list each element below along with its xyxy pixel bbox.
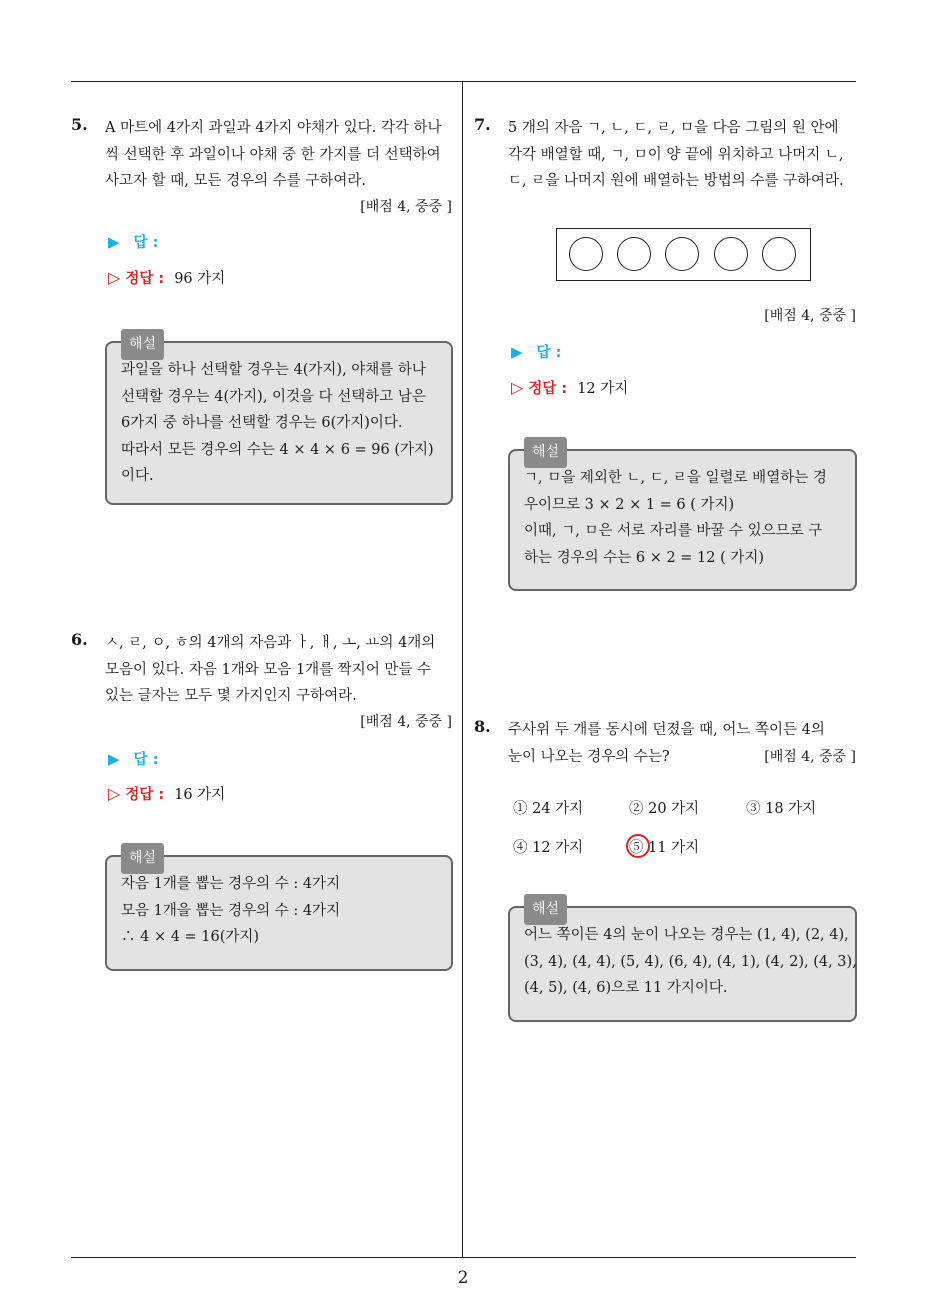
solution-box — [105, 336, 453, 505]
option-3[interactable]: ③ 18 가지 — [746, 801, 817, 817]
diagram-circle — [617, 237, 651, 271]
problem-line: 사고자 할 때, 모든 경우의 수를 구하여라. — [105, 173, 366, 189]
page-number: 2 — [457, 1268, 469, 1288]
solution-line: 이다. — [121, 468, 154, 484]
problem-line: A 마트에 4가지 과일과 4가지 야채가 있다. 각각 하나 — [105, 120, 442, 136]
problem-text — [508, 115, 860, 195]
problem-line: 5 개의 자음 ㄱ, ㄴ, ㄷ, ㄹ, ㅁ을 다음 그림의 원 안에 — [508, 120, 839, 136]
correct-label: 정답 : — [125, 787, 165, 803]
circle-diagram — [556, 228, 811, 281]
solution-tag: 해설 — [524, 894, 567, 925]
problem-line: 모음이 있다. 자음 1개와 모음 1개를 짝지어 만들 수 — [105, 661, 432, 678]
answer-row — [511, 341, 561, 362]
diagram-circle — [665, 237, 699, 271]
solution-tag: 해설 — [121, 843, 164, 874]
score-label: [배점 4, 중중 ] — [764, 749, 856, 765]
solution-box — [105, 850, 453, 971]
correct-answer-row — [511, 377, 628, 398]
diagram-circle — [569, 237, 603, 271]
triangle-icon: ▷ — [511, 378, 524, 397]
problem-6 — [71, 630, 456, 734]
problem-line: ㅅ, ㄹ, ㅇ, ㅎ의 4개의 자음과 ㅏ, ㅐ, ㅗ, ㅛ의 4개의 — [105, 635, 436, 651]
problem-number: 7. — [474, 115, 491, 134]
problem-line: 씩 선택한 후 과일이나 야채 중 한 가지를 더 선택하여 — [105, 146, 441, 163]
score-label: [배점 4, 중중 ] — [360, 713, 452, 730]
option-2[interactable]: ② 20 가지 — [629, 801, 700, 817]
solution-line: 모음 1개을 뽑는 경우의 수 : 4가지 — [121, 902, 341, 919]
answer-row — [108, 231, 158, 252]
solution-line: 따라서 모든 경우의 수는 4 × 4 × 6 = 96 (가지) — [121, 441, 434, 458]
option-5[interactable]: ⑤ 11 가지 — [629, 840, 700, 856]
solution-tag: 해설 — [524, 437, 567, 468]
top-rule — [71, 81, 856, 82]
correct-answer-value: 96 가지 — [174, 271, 226, 287]
score-label: [배점 4, 중중 ] — [360, 198, 452, 215]
solution-line: 어느 쪽이든 4의 눈이 나오는 경우는 (1, 4), (2, 4), — [524, 927, 849, 943]
solution-line: 6가지 중 하나를 선택할 경우는 6(가지)이다. — [121, 415, 403, 431]
solution-line: ∴ 4 × 4 = 16(가지) — [121, 929, 260, 945]
play-arrow-icon: ▶ — [108, 749, 120, 768]
solution-line: (3, 4), (4, 4), (5, 4), (6, 4), (4, 1), (4, 2), (4, 3), — [524, 953, 857, 970]
column-divider — [462, 81, 463, 1258]
solution-line: 자음 1개를 뽑는 경우의 수 : 4가지 — [121, 876, 341, 892]
answer-label: 답 : — [133, 752, 159, 768]
solution-line: 선택할 경우는 4(가지), 이것을 다 선택하고 남은 — [121, 388, 426, 405]
correct-label: 정답 : — [125, 271, 165, 287]
problem-line: 눈이 나오는 경우의 수는? — [508, 748, 670, 765]
problem-7 — [474, 115, 860, 195]
triangle-icon: ▷ — [108, 268, 121, 287]
solution-tag: 해설 — [121, 329, 164, 360]
problem-number: 5. — [71, 115, 88, 134]
solution-line: ㄱ, ㅁ을 제외한 ㄴ, ㄷ, ㄹ을 일렬로 배열하는 경 — [524, 470, 827, 486]
correct-answer-row — [108, 783, 225, 804]
problem-number: 6. — [71, 630, 88, 649]
play-arrow-icon: ▶ — [511, 342, 523, 361]
correct-answer-row — [108, 267, 225, 288]
score-label: [배점 4, 중중 ] — [764, 308, 856, 324]
triangle-icon: ▷ — [108, 784, 121, 803]
solution-line: 이때, ㄱ, ㅁ은 서로 자리를 바꿀 수 있으므로 구 — [524, 523, 823, 539]
solution-line: 하는 경우의 수는 6 × 2 = 12 ( 가지) — [524, 549, 765, 566]
bottom-rule — [71, 1257, 856, 1258]
solution-line: 우이므로 3 × 2 × 1 = 6 ( 가지) — [524, 496, 735, 513]
play-arrow-icon: ▶ — [108, 232, 120, 251]
answer-label: 답 : — [133, 235, 159, 251]
diagram-circle — [714, 237, 748, 271]
diagram-circle — [762, 237, 796, 271]
solution-line: (4, 5), (4, 6)으로 11 가지이다. — [524, 980, 728, 996]
answer-label: 답 : — [536, 345, 562, 361]
problem-line: 있는 글자는 모두 몇 가지인지 구하여라. — [105, 688, 357, 704]
correct-answer-value: 12 가지 — [577, 381, 629, 397]
solution-box — [508, 444, 857, 591]
solution-line: 과일을 하나 선택할 경우는 4(가지), 야채를 하나 — [121, 362, 426, 378]
answer-row — [108, 748, 158, 769]
selected-circle-mark-icon — [626, 834, 650, 858]
option-4[interactable]: ④ 12 가지 — [513, 840, 584, 856]
problem-line: 각각 배열할 때, ㄱ, ㅁ이 양 끝에 위치하고 나머지 ㄴ, — [508, 146, 844, 163]
correct-answer-value: 16 가지 — [174, 787, 226, 803]
problem-text — [105, 115, 456, 195]
solution-box — [508, 901, 857, 1022]
problem-line: 주사위 두 개를 동시에 던졌을 때, 어느 쪽이든 4의 — [508, 722, 825, 738]
problem-line: ㄷ, ㄹ을 나머지 원에 배열하는 방법의 수를 구하여라. — [508, 173, 844, 189]
correct-label: 정답 : — [528, 381, 568, 397]
problem-5 — [71, 115, 456, 219]
problem-text — [105, 630, 456, 710]
problem-number: 8. — [474, 717, 491, 736]
option-1[interactable]: ① 24 가지 — [513, 801, 584, 817]
